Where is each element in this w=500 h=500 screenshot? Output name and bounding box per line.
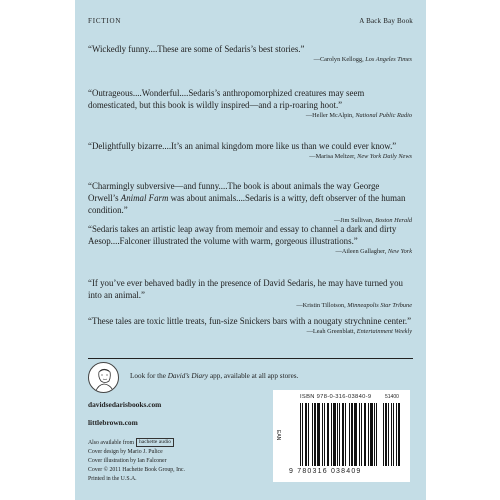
credit-line: Cover design by Mario J. Pulice <box>88 448 163 455</box>
quote-source: Minneapolis Star Tribune <box>347 302 412 309</box>
quote-text: “If you’ve ever behaved badly in the presence of David Sedaris, he may have turned you into an animal.” <box>88 278 403 300</box>
quote-attribution <box>88 111 412 121</box>
quote-attribution <box>88 247 412 257</box>
app-promo-prefix: Look for the <box>130 372 168 380</box>
quote-author: —Leah Greenblatt, <box>306 328 357 335</box>
credit-line: Cover © 2011 Hachette Book Group, Inc. <box>88 466 185 473</box>
barcode-digits: 9 780316 038409 <box>289 468 362 475</box>
quote-text: “Outrageous....Wonderful....Sedaris’s anthropomorphized creatures may seem domesticated, but this book is wildly inspired—and a rip-roaring hoot.” <box>88 88 365 110</box>
blurb-quote <box>88 180 412 226</box>
quote-text: “These tales are toxic little treats, fun-size Snickers bars with a nougaty strychnine center.” <box>88 316 412 326</box>
quote-author: —Carolyn Kellogg, <box>313 56 366 63</box>
genre-label: FICTION <box>88 17 122 25</box>
price-barcode-icon <box>383 403 401 466</box>
quote-source: Boston Herald <box>375 217 412 224</box>
also-available-text: Also available from <box>88 439 135 446</box>
blurb-quote <box>88 87 412 121</box>
quote-text: “Wickedly funny....These are some of Sedaris’s best stories.” <box>88 44 305 54</box>
quote-author: —Jim Sullivan, <box>333 217 376 224</box>
blurb-quote <box>88 277 412 311</box>
website-link[interactable]: davidsedarisbooks.com <box>88 400 162 409</box>
quote-attribution <box>88 301 412 311</box>
also-available-line <box>88 438 185 448</box>
app-promo <box>130 372 298 380</box>
quote-source: Los Angeles Times <box>365 56 412 63</box>
quote-text <box>88 180 412 216</box>
quote-text-part: “Charmingly subversive—and funny....The book is about animals the way George Orwell’s <box>88 181 380 203</box>
blurb-quote <box>88 140 412 162</box>
quote-text-part: was about animals....Sedaris is a witty, deft observer of the human condition.” <box>88 193 406 215</box>
quote-source: New York Daily News <box>357 153 412 160</box>
quote-text: “Delightfully bizarre....It’s an animal kingdom more like us than we could ever know.” <box>88 141 397 151</box>
book-title: Animal Farm <box>120 193 169 203</box>
hachette-logo-text: hachette <box>139 439 158 445</box>
quote-author: —Kristin Tillotson, <box>296 302 348 309</box>
credit-line: Cover illustration by Ian Falconer <box>88 457 167 464</box>
blurb-quote <box>88 43 412 65</box>
credits-block <box>88 438 185 484</box>
quote-attribution <box>88 327 412 337</box>
publisher-imprint: A Back Bay Book <box>359 17 413 25</box>
hachette-audio-logo <box>136 438 174 447</box>
barcode-panel <box>273 390 410 482</box>
price-code: 51400 <box>385 394 399 400</box>
quote-author: —Marisa Meltzer, <box>309 153 358 160</box>
quote-source: Entertainment Weekly <box>356 328 412 335</box>
isbn-number: ISBN 978-0-316-03840-9 <box>300 394 372 400</box>
divider <box>88 358 413 359</box>
blurb-quote <box>88 223 412 257</box>
back-cover <box>75 0 426 500</box>
ean-label: EAN <box>275 430 281 441</box>
quote-author: —Heller McAlpin, <box>305 112 356 119</box>
quote-text: “Sedaris takes an artistic leap away from memoir and essay to channel a dark and dirty Aesop....Falconer illustrated the volume with warm, gorgeous illustrations.” <box>88 224 397 246</box>
blurb-quote <box>88 315 412 337</box>
app-promo-suffix: app, available at all app stores. <box>208 372 299 380</box>
credit-line: Printed in the U.S.A. <box>88 475 137 482</box>
quote-source: New York <box>387 248 412 255</box>
app-name: David’s Diary <box>167 372 209 380</box>
website-link[interactable]: littlebrown.com <box>88 418 138 427</box>
quote-attribution <box>88 152 412 162</box>
quote-author: —Aileen Gallagher, <box>335 248 388 255</box>
barcode-icon <box>300 403 378 466</box>
hachette-logo-sub: audio <box>158 439 171 445</box>
quote-attribution <box>88 55 412 65</box>
quote-source: National Public Radio <box>355 112 412 119</box>
app-portrait-icon <box>88 362 119 393</box>
